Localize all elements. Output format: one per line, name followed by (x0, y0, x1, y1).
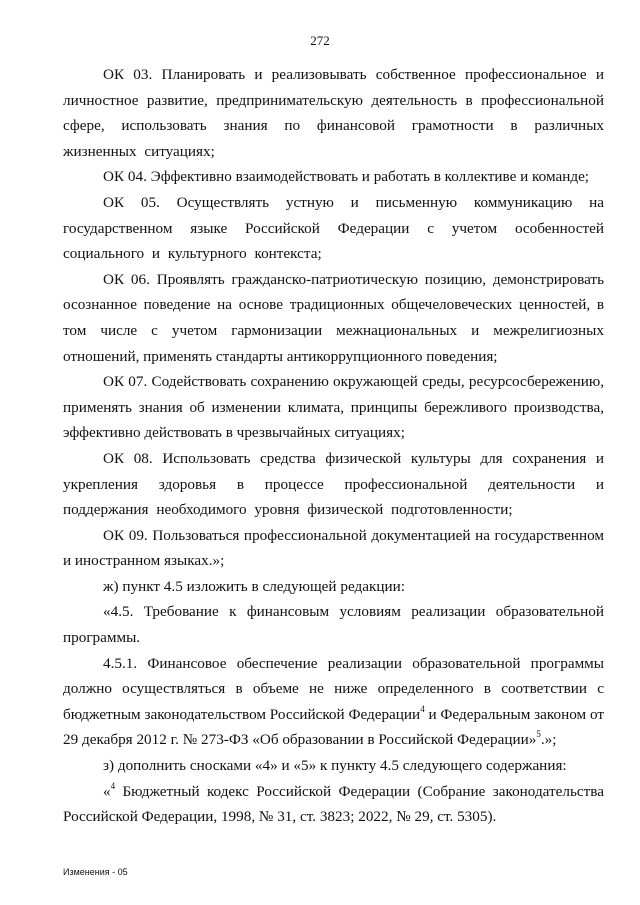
page-number: 272 (310, 33, 330, 48)
footnote-ref-4: 4 (420, 703, 425, 714)
paragraph-4-5-title: «4.5. Требование к финансовым условиям реализации образовательной программы. (63, 603, 604, 647)
paragraph-ok03: ОК 03. Планировать и реализовывать собственное профессиональное и личностное развитие, предпринимательскую деятельность в профессиональной сфере, использовать знания по финансовой грамотности в различных жизненных ситуациях; (63, 66, 604, 160)
paragraph-item-z: з) дополнить сносками «4» и «5» к пункту 4.5 следующего содержания: (103, 757, 567, 775)
paragraph-ok05: ОК 05. Осуществлять устную и письменную коммуникацию на государственном языке Российской Федерации с учетом особенностей социального и культурного контекста; (63, 193, 604, 263)
paragraph-ok07: ОК 07. Содействовать сохранению окружающей среды, ресурсосбережению, применять знания об изменении климата, принципы бережливого производства, эффективно действовать в чрезвычайных ситуациях; (63, 373, 604, 442)
footnote-4-body: Бюджетный кодекс Российской Федерации (Собрание законодательства Российской Федерации, 1998, № 31, ст. 3823; 2022, № 29, ст. 5305). (63, 782, 604, 826)
paragraph-ok04: ОК 04. Эффективно взаимодействовать и работать в коллективе и команде; (103, 168, 590, 186)
paragraph-4-5-1-text-c: .»; (540, 731, 557, 749)
paragraph-4-5-1 (63, 651, 604, 753)
paragraph-4-5-1-text-a: 4.5.1. Финансовое обеспечение реализации образовательной программы должно осуществляться в объеме не ниже определенного в соответствии с бюджетным законодательством Российской Федерации (63, 654, 604, 723)
paragraph-4-5-1-text-b: и Федеральным законом от 29 декабря 2012 г. № 273-ФЗ «Об образовании в Российской Федерации» (63, 705, 604, 749)
footnote-4-open-quote: « (103, 782, 111, 800)
paragraph-ok06: ОК 06. Проявлять гражданско-патриотическую позицию, демонстрировать осознанное поведение на основе традиционных общечеловеческих ценностей, в том числе с учетом гармонизации межнациональных и межрелигиозных отношений, применять стандарты антикоррупционного поведения; (63, 270, 604, 365)
paragraph-item-zh: ж) пункт 4.5 изложить в следующей редакции: (103, 577, 405, 595)
footnote-4-text (63, 779, 604, 830)
footer-revision-label: Изменения - 05 (63, 867, 128, 877)
footnote-4-marker: 4 (110, 780, 116, 791)
paragraph-ok08: ОК 08. Использовать средства физической культуры для сохранения и укрепления здоровья в процессе профессиональной деятельности и поддержания необходимого уровня физической подготовленности; (63, 449, 604, 519)
document-body (63, 62, 604, 830)
footnote-ref-5: 5 (536, 729, 541, 740)
paragraph-ok09: ОК 09. Пользоваться профессиональной документацией на государственном и иностранном языках.»; (63, 526, 604, 570)
